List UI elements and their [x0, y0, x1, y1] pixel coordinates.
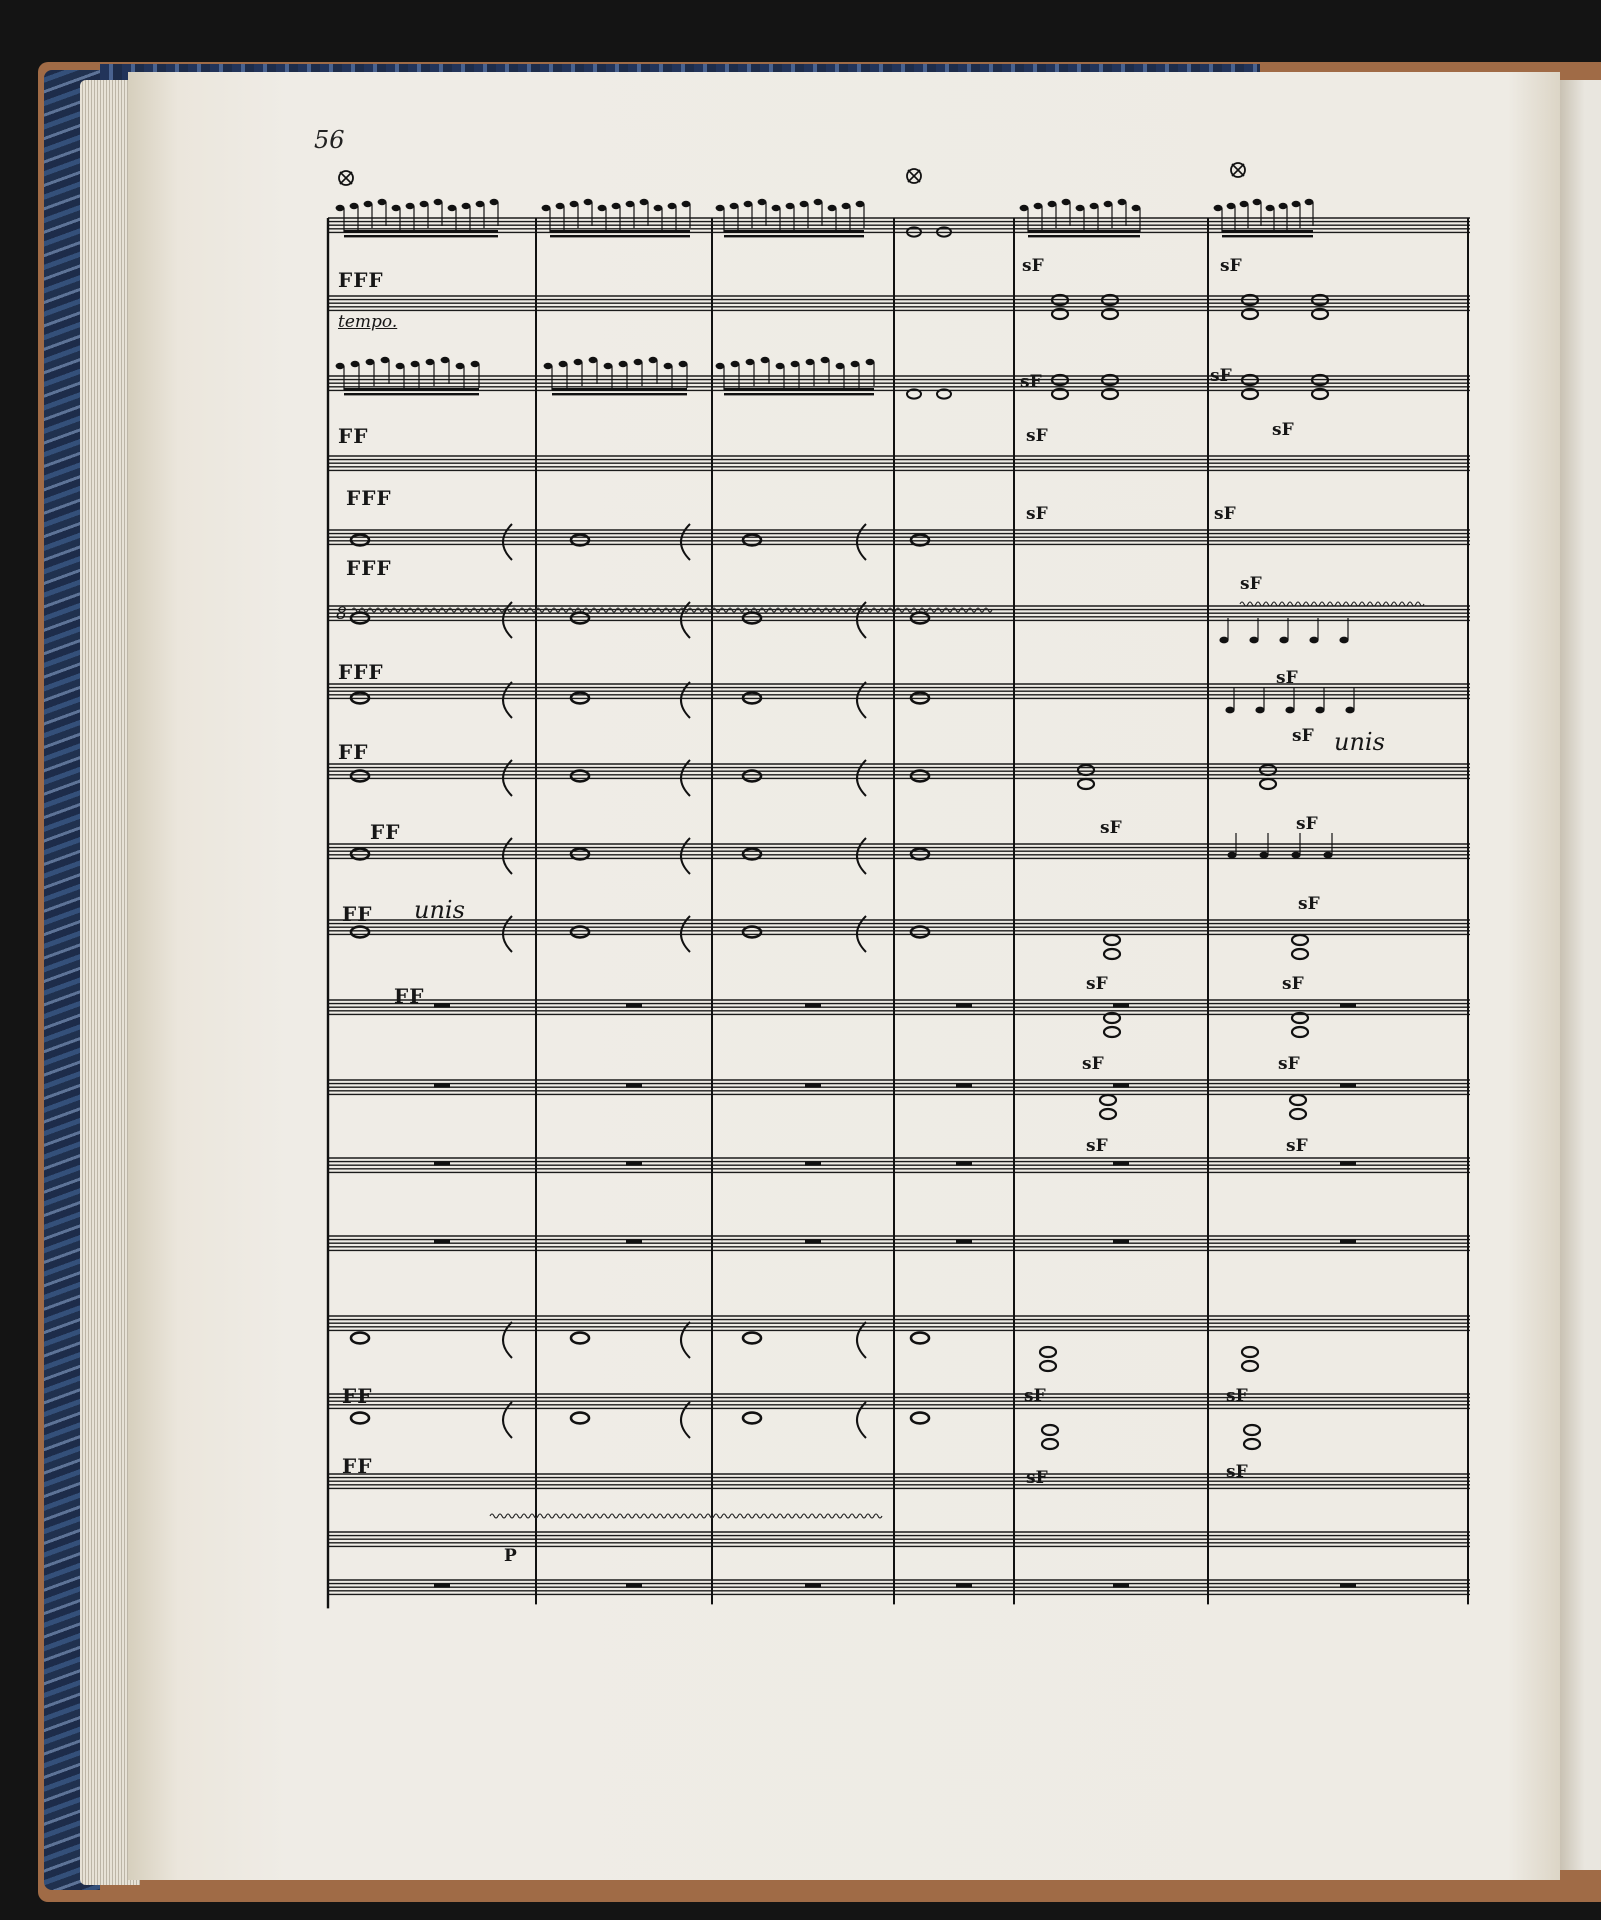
note-head: [471, 361, 480, 367]
dynamic-sf: sF: [1276, 668, 1298, 688]
note-head: [1048, 201, 1057, 207]
dynamic-ff: FF: [338, 424, 369, 448]
note-head: [1104, 201, 1113, 207]
quarter-note: [1227, 852, 1236, 859]
whole-rest: [1340, 1584, 1356, 1588]
dynamic-sf: sF: [1026, 504, 1048, 524]
note-head: [814, 199, 823, 205]
note-head: [420, 201, 429, 207]
whole-note: [351, 1413, 369, 1424]
note-head: [396, 363, 405, 369]
chord-note: [1242, 1347, 1258, 1357]
dynamic-sf: sF: [1286, 1136, 1308, 1156]
whole-note: [911, 613, 929, 624]
note-beam: [552, 388, 687, 391]
whole-rest: [434, 1084, 450, 1088]
chord-note: [1100, 1109, 1116, 1119]
note-head: [856, 201, 865, 207]
note-head: [1266, 205, 1275, 211]
whole-rest: [1113, 1004, 1129, 1008]
chord-note: [1104, 949, 1120, 959]
note-head: [336, 205, 345, 211]
note-head: [426, 359, 435, 365]
quarter-note: [1255, 707, 1264, 714]
chord-note: [1104, 1027, 1120, 1037]
note-head: [682, 201, 691, 207]
whole-rest: [434, 1240, 450, 1244]
note-head: [619, 361, 628, 367]
quarter-note: [1219, 637, 1228, 644]
note-head: [462, 203, 471, 209]
dynamic-ff: FF: [370, 820, 401, 844]
note-head: [649, 357, 658, 363]
whole-rest: [626, 1162, 642, 1166]
dynamic-fff: FFF: [338, 660, 384, 684]
dynamic-sf: sF: [1022, 256, 1044, 276]
unis-marking: unis: [414, 896, 465, 924]
note-head: [626, 201, 635, 207]
dynamic-sf: sF: [1240, 574, 1262, 594]
whole-rest: [1113, 1084, 1129, 1088]
note-beam: [724, 235, 864, 237]
dynamic-sf: sF: [1026, 1468, 1048, 1488]
whole-note: [911, 927, 929, 938]
dynamic-sf: sF: [1226, 1462, 1248, 1482]
note-head: [716, 363, 725, 369]
quarter-note: [1315, 707, 1324, 714]
whole-note: [571, 613, 589, 624]
note-head: [772, 205, 781, 211]
note-head: [776, 363, 785, 369]
whole-rest: [805, 1084, 821, 1088]
note-head: [806, 359, 815, 365]
whole-note: [743, 1413, 761, 1424]
chord-note: [1292, 949, 1308, 959]
note-beam: [1222, 235, 1313, 237]
whole-rest: [1340, 1240, 1356, 1244]
note-head: [448, 205, 457, 211]
whole-rest: [1113, 1240, 1129, 1244]
note-head: [866, 359, 875, 365]
whole-rest: [1340, 1004, 1356, 1008]
note-head: [604, 363, 613, 369]
note-head: [1240, 201, 1249, 207]
dynamic-fff: FFF: [346, 556, 392, 580]
dynamic-sf: sF: [1214, 504, 1236, 524]
note-head: [406, 203, 415, 209]
whole-note: [743, 1333, 761, 1344]
note-head: [654, 205, 663, 211]
whole-rest: [805, 1240, 821, 1244]
chord-note: [1290, 1095, 1306, 1105]
quarter-note: [1249, 637, 1258, 644]
whole-rest: [1113, 1162, 1129, 1166]
dynamic-sf: sF: [1282, 974, 1304, 994]
dynamic-fff: FFF: [346, 486, 392, 510]
dynamic-sf: sF: [1298, 894, 1320, 914]
note-beam: [344, 393, 479, 395]
note-head: [746, 359, 755, 365]
note-head: [378, 199, 387, 205]
note-head: [556, 203, 565, 209]
quarter-note: [1291, 852, 1300, 859]
note-head: [392, 205, 401, 211]
note-beam: [344, 230, 498, 233]
note-head: [434, 199, 443, 205]
dynamic-sf: sF: [1272, 420, 1294, 440]
note-head: [1062, 199, 1071, 205]
note-head: [456, 363, 465, 369]
whole-note: [571, 927, 589, 938]
note-head: [584, 199, 593, 205]
note-head: [1090, 203, 1099, 209]
dynamic-sf: sF: [1226, 1386, 1248, 1406]
note-head: [366, 359, 375, 365]
dynamic-ff: FF: [394, 984, 425, 1008]
note-head: [1118, 199, 1127, 205]
note-head: [1020, 205, 1029, 211]
quarter-note: [1345, 707, 1354, 714]
tie-arc: [503, 1402, 512, 1438]
dynamic-ff: FF: [342, 1454, 373, 1478]
note-head: [441, 357, 450, 363]
note-head: [336, 363, 345, 369]
whole-rest: [626, 1084, 642, 1088]
whole-rest: [956, 1004, 972, 1008]
note-head: [544, 363, 553, 369]
whole-note: [351, 927, 369, 938]
note-head: [668, 203, 677, 209]
chord-note: [1042, 1439, 1058, 1449]
dynamic-sf: sF: [1086, 974, 1108, 994]
note-head: [791, 361, 800, 367]
chord-note: [1104, 935, 1120, 945]
chord-note: [1042, 1425, 1058, 1435]
note-beam: [550, 230, 690, 233]
chord-note: [1078, 779, 1094, 789]
note-head: [1076, 205, 1085, 211]
note-beam: [1222, 230, 1313, 233]
chord-note: [1078, 765, 1094, 775]
dynamic-sf: sF: [1278, 1054, 1300, 1074]
whole-rest: [956, 1240, 972, 1244]
whole-note: [351, 613, 369, 624]
note-head: [381, 357, 390, 363]
note-head: [542, 205, 551, 211]
note-beam: [552, 393, 687, 395]
whole-rest: [626, 1004, 642, 1008]
whole-note: [571, 1333, 589, 1344]
dynamic-sf: sF: [1210, 366, 1232, 386]
quarter-note: [1323, 852, 1332, 859]
whole-rest: [434, 1004, 450, 1008]
note-head: [664, 363, 673, 369]
quarter-note: [1339, 637, 1348, 644]
whole-rest: [805, 1584, 821, 1588]
note-head: [730, 203, 739, 209]
note-beam: [724, 230, 864, 233]
whole-note: [571, 771, 589, 782]
note-head: [640, 199, 649, 205]
whole-rest: [956, 1084, 972, 1088]
whole-rest: [805, 1004, 821, 1008]
note-head: [786, 203, 795, 209]
dynamic-fff: FFF: [338, 268, 384, 292]
note-head: [851, 361, 860, 367]
chord-note: [1244, 1439, 1260, 1449]
dynamic-sf: sF: [1026, 426, 1048, 446]
whole-rest: [805, 1162, 821, 1166]
note-head: [842, 203, 851, 209]
note-head: [800, 201, 809, 207]
chord-note: [1244, 1425, 1260, 1435]
dynamic-sf: sF: [1020, 372, 1042, 392]
note-head: [411, 361, 420, 367]
note-head: [598, 205, 607, 211]
note-beam: [344, 235, 498, 237]
note-head: [1034, 203, 1043, 209]
dynamic-sf: sF: [1292, 726, 1314, 746]
tie-arc: [681, 1402, 690, 1438]
note-head: [634, 359, 643, 365]
note-head: [821, 357, 830, 363]
note-head: [559, 361, 568, 367]
ottava-mark: 8: [336, 604, 347, 624]
note-head: [612, 203, 621, 209]
note-head: [1132, 205, 1141, 211]
note-head: [758, 199, 767, 205]
chord-note: [1292, 1027, 1308, 1037]
whole-rest: [434, 1162, 450, 1166]
chord-note: [1040, 1347, 1056, 1357]
note-head: [1292, 201, 1301, 207]
note-head: [731, 361, 740, 367]
quarter-note: [1285, 707, 1294, 714]
note-head: [574, 359, 583, 365]
whole-rest: [626, 1584, 642, 1588]
whole-note: [743, 771, 761, 782]
chord-note: [1290, 1109, 1306, 1119]
dynamic-ff: FF: [342, 902, 373, 926]
whole-rest: [626, 1240, 642, 1244]
whole-rest: [1340, 1162, 1356, 1166]
whole-note: [743, 927, 761, 938]
chord-note: [1100, 1095, 1116, 1105]
chord-note: [1242, 1361, 1258, 1371]
note-beam: [1028, 235, 1140, 237]
note-head: [1279, 203, 1288, 209]
chord-note: [1040, 1361, 1056, 1371]
whole-note: [351, 771, 369, 782]
dynamic-sf: sF: [1296, 814, 1318, 834]
note-beam: [724, 388, 874, 391]
unis-marking: unis: [1334, 728, 1385, 756]
note-head: [589, 357, 598, 363]
note-head: [350, 203, 359, 209]
note-beam: [344, 388, 479, 391]
note-head: [1214, 205, 1223, 211]
whole-rest: [1113, 1584, 1129, 1588]
dynamic-sf: sF: [1086, 1136, 1108, 1156]
note-head: [364, 201, 373, 207]
whole-note: [911, 1333, 929, 1344]
note-beam: [550, 235, 690, 237]
dynamic-sf: sF: [1220, 256, 1242, 276]
quarter-note: [1259, 852, 1268, 859]
whole-rest: [956, 1162, 972, 1166]
quarter-note: [1225, 707, 1234, 714]
trill-line: [490, 1514, 882, 1518]
ottava-line: [352, 608, 992, 612]
whole-rest: [1340, 1084, 1356, 1088]
whole-rest: [434, 1584, 450, 1588]
dynamic-p: P: [504, 1546, 518, 1566]
note-head: [836, 363, 845, 369]
note-head: [490, 199, 499, 205]
chord-note: [1260, 765, 1276, 775]
note-head: [761, 357, 770, 363]
note-beam: [724, 393, 874, 395]
page-number: 56: [314, 126, 345, 154]
tempo-marking: tempo.: [338, 312, 398, 332]
note-beam: [1028, 230, 1140, 233]
dynamic-sf: sF: [1100, 818, 1122, 838]
note-head: [716, 205, 725, 211]
note-head: [570, 201, 579, 207]
note-head: [1305, 199, 1314, 205]
quarter-note: [1279, 637, 1288, 644]
dynamic-sf: sF: [1024, 1386, 1046, 1406]
quarter-note: [1309, 637, 1318, 644]
note-head: [476, 201, 485, 207]
dynamic-ff: FF: [342, 1384, 373, 1408]
dynamic-sf: sF: [1082, 1054, 1104, 1074]
whole-note: [351, 1333, 369, 1344]
whole-note: [911, 1413, 929, 1424]
dynamic-ff: FF: [338, 740, 369, 764]
tie-arc: [857, 1402, 866, 1438]
note-head: [679, 361, 688, 367]
chord-note: [1260, 779, 1276, 789]
whole-note: [911, 771, 929, 782]
note-head: [744, 201, 753, 207]
note-head: [1227, 203, 1236, 209]
whole-note: [743, 613, 761, 624]
whole-rest: [956, 1584, 972, 1588]
note-head: [351, 361, 360, 367]
note-head: [828, 205, 837, 211]
chord-note: [1292, 935, 1308, 945]
note-head: [1253, 199, 1262, 205]
whole-note: [571, 1413, 589, 1424]
